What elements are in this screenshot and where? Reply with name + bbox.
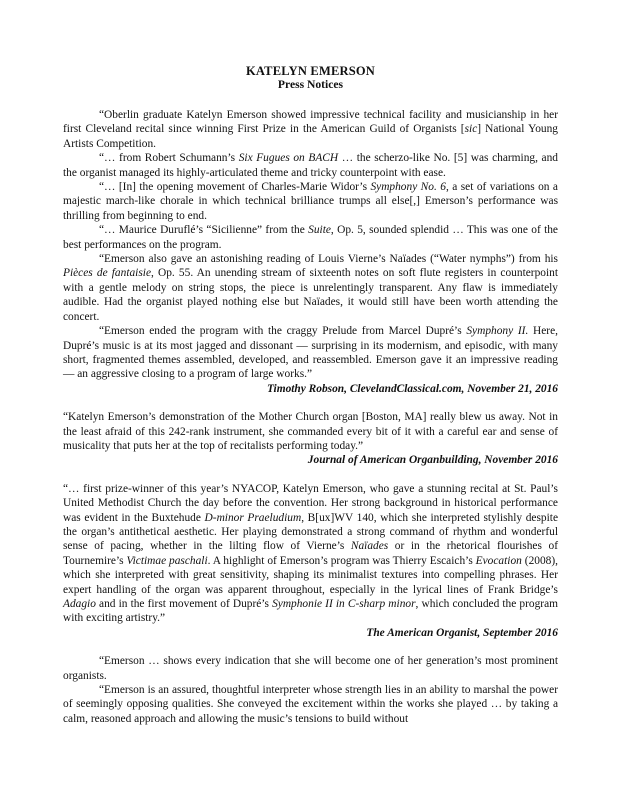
section-spacer [63, 468, 558, 482]
review-paragraph: “… [In] the opening movement of Charles-Marie Widor’s Symphony No. 6, a set of variations on a majestic march-like chorale in which technical brilliance trumps all else[,] Emerson’s performance was thrilling from beginning to end. [63, 181, 558, 222]
italic-title: Symphony II. [466, 325, 529, 338]
italic-title: Evocation [475, 554, 522, 567]
review-organbuilding [63, 410, 558, 468]
page-title: KATELYN EMERSON [245, 64, 376, 78]
review-citation: Timothy Robson, ClevelandClassical.com, November 21, 2016 [267, 382, 558, 395]
review-paragraph: “Oberlin graduate Katelyn Emerson showed impressive technical facility and musicianship in her first Cleveland recital since winning First Prize in the American Guild of Organists [sic] National Young Artists Competition. [63, 109, 558, 150]
italic-title: Victimae paschali [126, 554, 208, 567]
italic-title: Pièces de fantaisie [63, 267, 152, 280]
review-paragraph: “Emerson also gave an astonishing reading of Louis Vierne’s Naïades (“Water nymphs”) from his Pièces de fantaisie, Op. 55. An unending stream of sixteenth notes on soft flute registers in counterpoint with a gentle melody on string stops, the piece is unrelentingly transparent. Any flaw is immediately audible. Had the organist played nothing else but Naïades, it would still have been worth attending the concert. [63, 253, 559, 323]
page-subtitle: Press Notices [277, 78, 344, 91]
italic-title: sic [464, 123, 478, 136]
review-paragraph: “Emerson ended the program with the craggy Prelude from Marcel Dupré’s Symphony II. Here, Dupré’s music is at its most jagged and dissonant — surprising in its modernism, and episodic, with many short, fragmented themes assembled, developed, and reassembled. Emerson gave it an impressive reading — an aggressive closing to a program of large works.” [63, 325, 558, 381]
review-paragraph: “Emerson is an assured, thoughtful interpreter whose strength lies in an ability to marshal the power of seemingly opposing qualities. She conveyed the excitement within the works she played … by taking a calm, reasoned approach and allowing the music’s tensions to build without [63, 684, 558, 725]
italic-title: Symphonie II in C-sharp minor [272, 598, 416, 610]
review-citation: Journal of American Organbuilding, November 2016 [307, 454, 558, 467]
review-paragraph: “… first prize-winner of this year’s NYACOP, Katelyn Emerson, who gave a stunning recital at St. Paul’s United Methodist Church the day before the convention. Her strong background in historical performance was evident in the Buxtehude D-minor Praeludium, B[ux]WV 140, which she interpreted stylishly despite the organ’s antithetical aesthetic. Her playing demonstrated a strong command of rhythm and wonderful sense of pacing, whether in the lilting flow of Vierne’s Naïades or in the rhetorical flourishes of Tournemire’s Victimae paschali. A highlight of Emerson’s program was Thierry Escaich’s Evocation (2008), which she interpreted with great sensitivity, shaping its minimalist textures into compelling phrases. Her expert handling of the organ was apparent throughout, especially in the lyrical lines of Frank Bridge’s Adagio and in the first movement of Dupré’s Symphonie II in C-sharp minor, which concluded the program with exciting artistry.” [63, 482, 559, 625]
italic-title: Suite [308, 224, 331, 237]
review-generation [63, 654, 558, 726]
italic-title: Six Fugues on BACH [238, 152, 339, 165]
review-paragraph: “… Maurice Duruflé’s “Sicilienne” from the Suite, Op. 5, sounded splendid … This was one of the best performances on the program. [63, 224, 558, 251]
section-spacer [63, 396, 558, 410]
review-american-organist [63, 482, 558, 640]
review-citation: The American Organist, September 2016 [366, 626, 558, 639]
review-paragraph: “Emerson … shows every indication that she will become one of her generation’s most prominent organists. [63, 655, 558, 682]
review-cleveland-classical [63, 108, 558, 396]
italic-title: Symphony No. 6 [370, 181, 446, 194]
italic-title: D-minor Praeludium [204, 511, 302, 524]
section-spacer [63, 640, 558, 654]
italic-title: Naïades [350, 540, 389, 553]
italic-title: Adagio [63, 598, 96, 610]
review-paragraph: “… from Robert Schumann’s Six Fugues on BACH … the scherzo-like No. [5] was charming, and the organist managed its highly-articulated theme and tricky counterpoint with ease. [63, 152, 558, 179]
review-paragraph: “Katelyn Emerson’s demonstration of the Mother Church organ [Boston, MA] really blew us away. Not in the least afraid of this 242-rank instrument, she commanded every bit of it with a careful ear and sense of musicality that puts her at the top of recitalists performing today.” [63, 411, 558, 452]
